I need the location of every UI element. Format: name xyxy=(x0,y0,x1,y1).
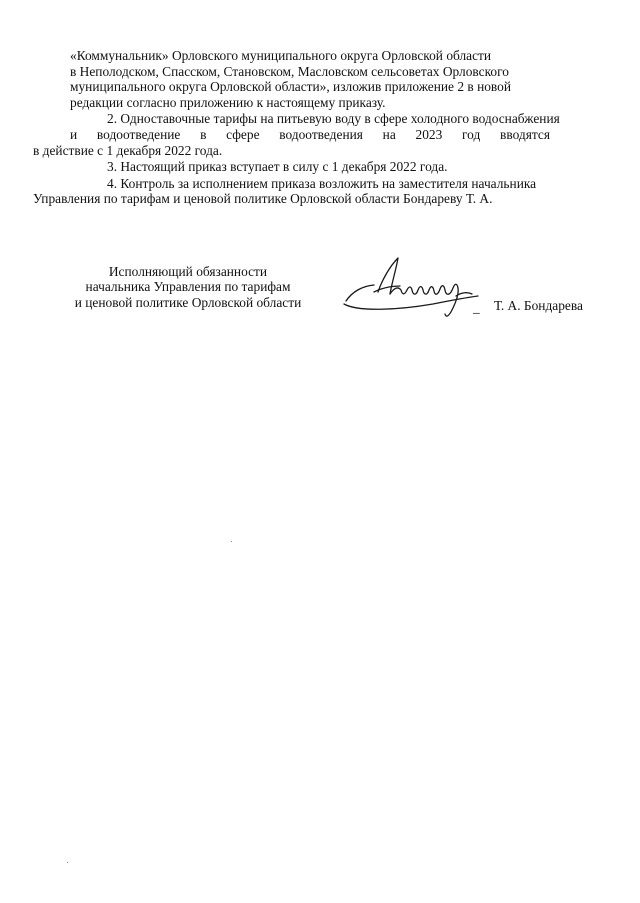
paragraph-line: муниципального округа Орловской области», изложив приложение 2 в новой xyxy=(70,79,512,95)
signer-position-line: начальника Управления по тарифам xyxy=(85,279,291,295)
paragraph-line: 3. Настоящий приказ вступает в силу с 1 декабря 2022 года. xyxy=(107,159,448,175)
paragraph-line: 2. Одноставочные тарифы на питьевую воду в сфере холодного водоснабжения xyxy=(107,111,560,127)
scan-speck xyxy=(67,862,68,863)
scan-speck xyxy=(231,541,232,542)
document-body xyxy=(33,48,587,207)
paragraph-2-tariffs xyxy=(33,111,587,158)
paragraph-line: редакции согласно приложению к настоящему приказу. xyxy=(70,94,386,110)
handwritten-signature xyxy=(338,252,488,326)
paragraph-line: в Неполодском, Спасском, Становском, Масловском сельсоветах Орловского xyxy=(70,63,509,79)
paragraph-line: Управления по тарифам и ценовой политике Орловской области Бондареву Т. А. xyxy=(33,191,493,207)
signer-position xyxy=(50,264,326,310)
paragraph-1-continuation xyxy=(70,48,587,110)
signature-dash: _ xyxy=(473,300,480,315)
paragraph-4-control xyxy=(33,175,587,207)
paragraph-line: 4. Контроль за исполнением приказа возложить на заместителя начальника xyxy=(107,175,537,191)
paragraph-line: в действие с 1 декабря 2022 года. xyxy=(33,142,223,158)
signer-position-line: Исполняющий обязанности xyxy=(108,264,268,279)
signer-position-line: и ценовой политике Орловской области xyxy=(74,294,302,310)
paragraph-line: «Коммунальник» Орловского муниципального округа Орловской области xyxy=(70,48,492,63)
signer-name: Т. А. Бондарева xyxy=(494,298,583,313)
paragraph-3-effective-date xyxy=(70,159,587,175)
paragraph-line-justified: и водоотведение в сфере водоотведения на 2023 год вводятся xyxy=(70,126,550,142)
